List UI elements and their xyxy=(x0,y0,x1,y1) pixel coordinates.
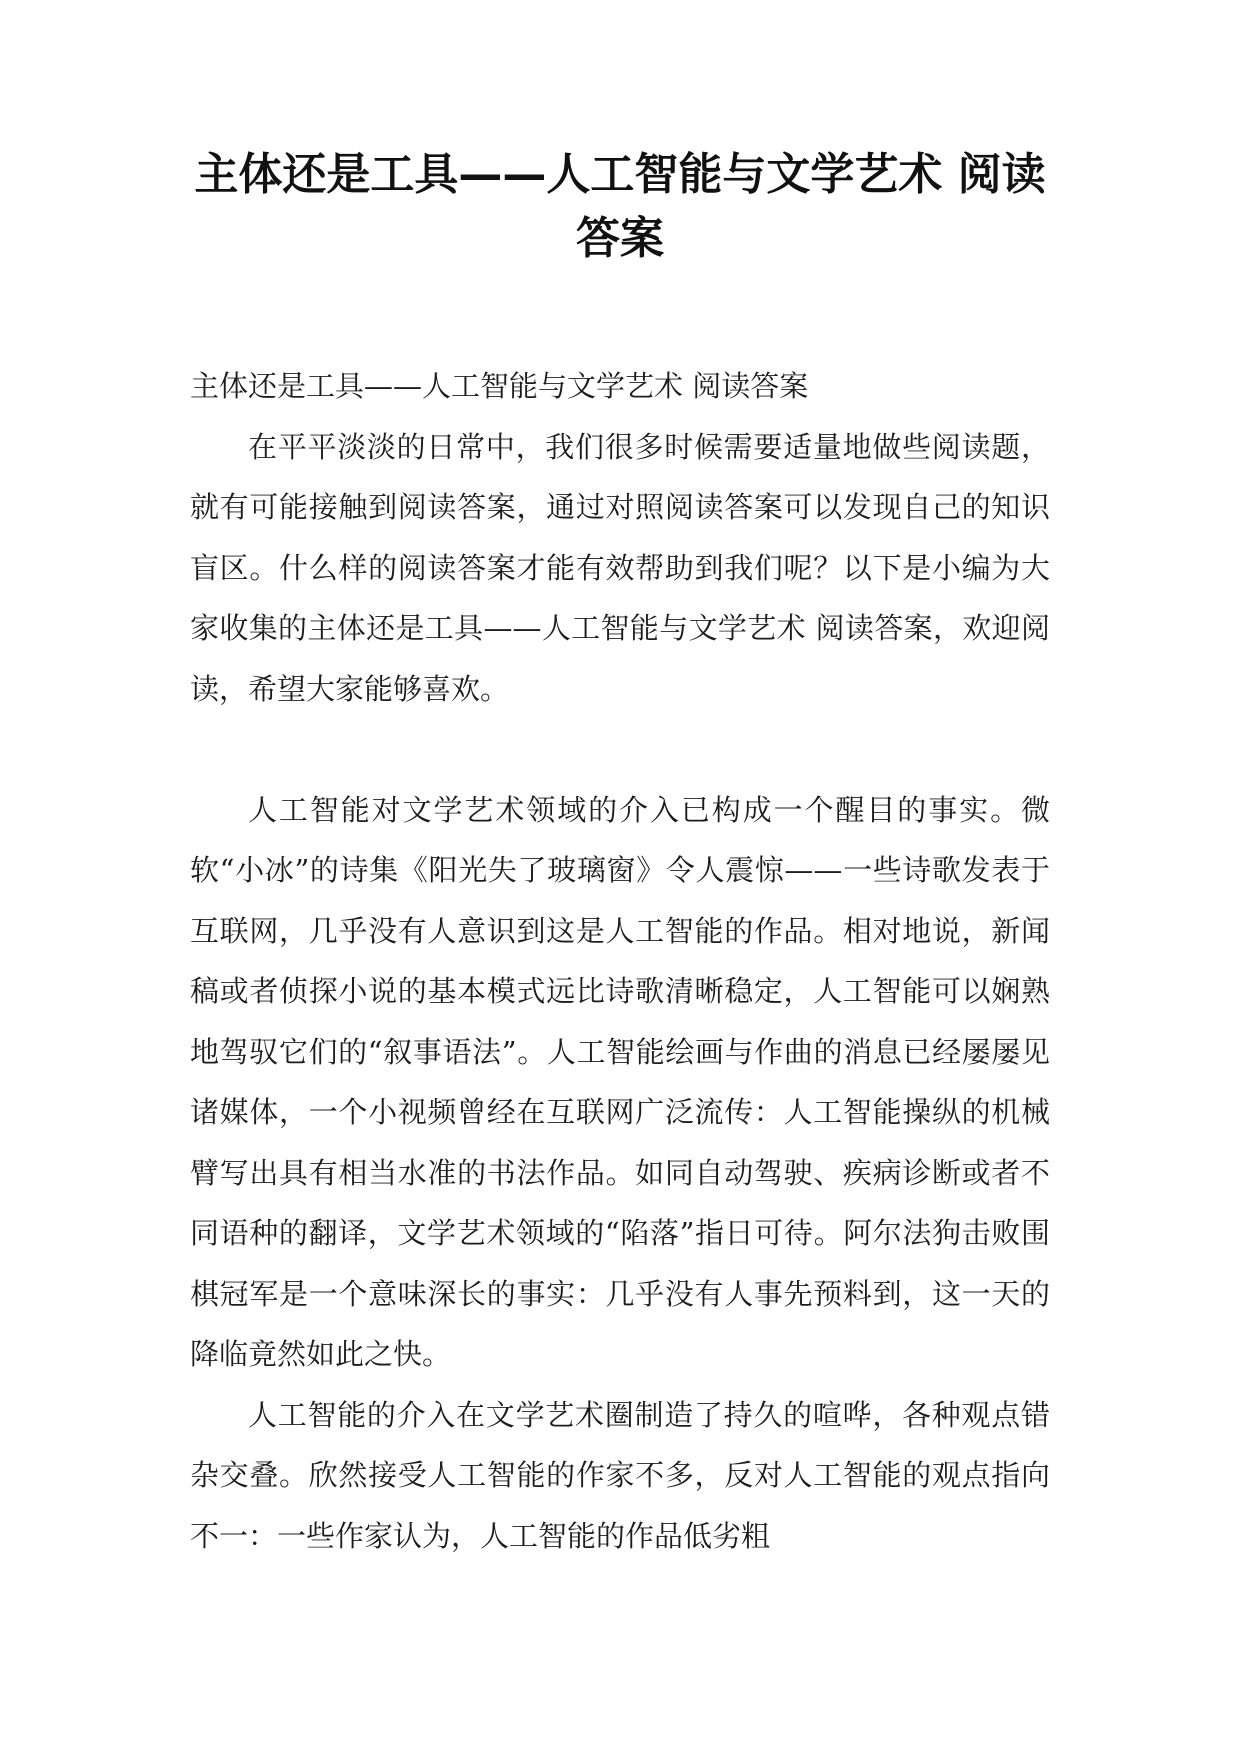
document-subtitle: 主体还是工具——人工智能与文学艺术 阅读答案 xyxy=(190,369,809,403)
document-title: 主体还是工具——人工智能与文学艺术 阅读答案 xyxy=(194,149,1046,264)
document-body xyxy=(190,356,1050,1566)
paragraph-spacer xyxy=(190,719,1050,780)
body-paragraph: 人工智能对文学艺术领域的介入已构成一个醒目的事实。微软“小冰”的诗集《阳光失了玻璃窗》令人震惊——一些诗歌发表于互联网，几乎没有人意识到这是人工智能的作品。相对地说，新闻稿或者侦探小说的基本模式远比诗歌清晰稳定，人工智能可以娴熟地驾驭它们的“叙事语法”。人工智能绘画与作曲的消息已经屡屡见诸媒体，一个小视频曾经在互联网广泛流传：人工智能操纵的机械臂写出具有相当水准的书法作品。如同自动驾驶、疾病诊断或者不同语种的翻译，文学艺术领域的“陷落”指日可待。阿尔法狗击败围棋冠军是一个意味深长的事实：几乎没有人事先预料到，这一天的降临竟然如此之快。 xyxy=(190,792,1050,1371)
body-paragraph: 人工智能的介入在文学艺术圈制造了持久的喧哗，各种观点错杂交叠。欣然接受人工智能的作家不多，反对人工智能的观点指向不一：一些作家认为，人工智能的作品低劣粗 xyxy=(190,1397,1050,1553)
intro-paragraph: 在平平淡淡的日常中，我们很多时候需要适量地做些阅读题，就有可能接触到阅读答案，通过对照阅读答案可以发现自己的知识盲区。什么样的阅读答案才能有效帮助到我们呢？以下是小编为大家收集的主体还是工具——人工智能与文学艺术 阅读答案，欢迎阅读，希望大家能够喜欢。 xyxy=(190,429,1050,706)
